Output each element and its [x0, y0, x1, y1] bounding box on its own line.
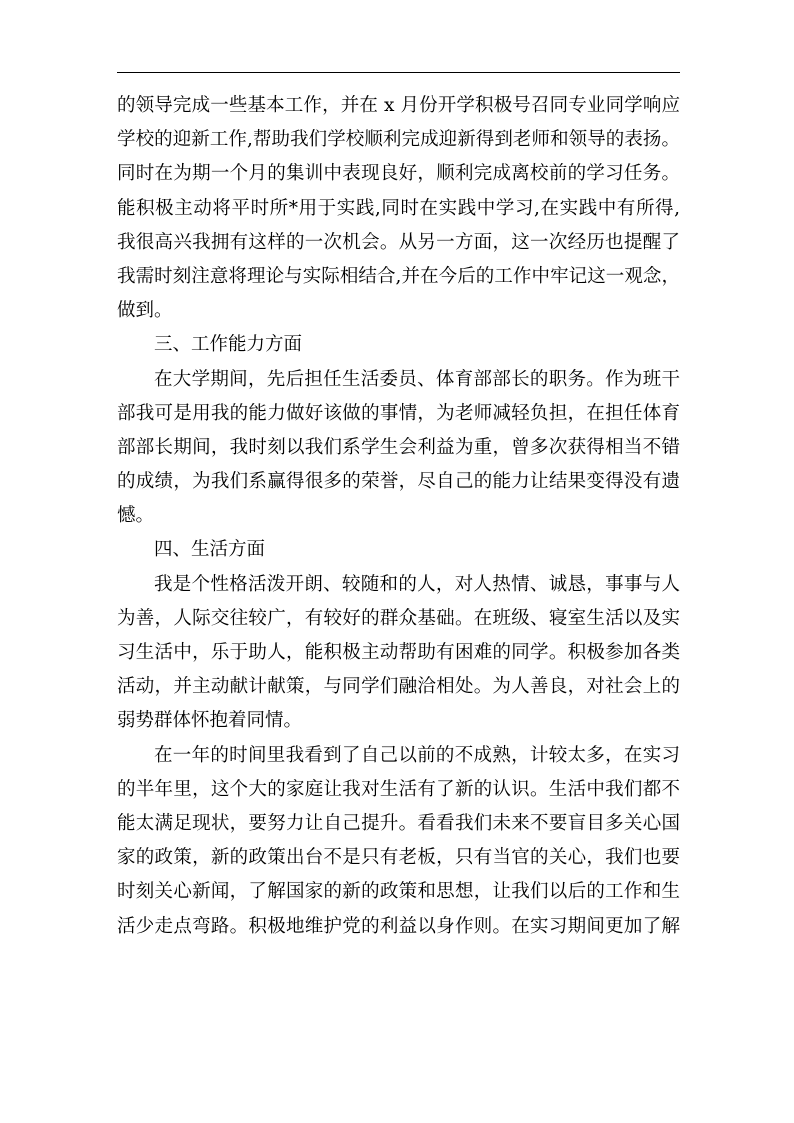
text-line: 家的政策，新的政策出台不是只有老板，只有当官的关心，我们也要	[117, 847, 680, 869]
text-line: 在一年的时间里我看到了自己以前的不成熟，计较太多，在实习	[154, 744, 680, 766]
text-line: 我很高兴我拥有这样的一次机会。从另一方面，这一次经历也提醒了	[117, 231, 680, 253]
text-line: 能太满足现状，要努力让自己提升。看看我们未来不要盲目多关心国	[117, 812, 680, 834]
text-line: 时刻关心新闻，了解国家的新的政策和思想，让我们以后的工作和生	[117, 881, 680, 903]
text-line: 部我可是用我的能力做好该做的事情，为老师减轻负担，在担任体育	[117, 402, 680, 424]
text-line: 做到。	[117, 300, 173, 322]
text-line: 的领导完成一些基本工作，并在 x 月份开学积极号召同专业同学响应	[117, 95, 680, 116]
text-line: 为善，人际交往较广，有较好的群众基础。在班级、寝室生活以及实	[117, 607, 680, 629]
text-line: 活动，并主动献计献策，与同学们融洽相处。为人善良，对社会上的	[117, 676, 680, 698]
text-line: 部部长期间，我时刻以我们系学生会利益为重，曾多次获得相当不错	[117, 436, 680, 458]
document-body	[117, 89, 680, 944]
text-line: 的半年里，这个大的家庭让我对生活有了新的认识。生活中我们都不	[117, 778, 680, 800]
text-line: 学校的迎新工作,帮助我们学校顺利完成迎新得到老师和领导的表扬。	[117, 129, 680, 151]
text-line: 习生活中，乐于助人，能积极主动帮助有困难的同学。积极参加各类	[117, 642, 680, 663]
text-line: 的成绩，为我们系赢得很多的荣誉，尽自己的能力让结果变得没有遗	[117, 471, 680, 493]
text-line: 同时在为期一个月的集训中表现良好，顺利完成离校前的学习任务。	[117, 163, 680, 185]
text-line: 弱势群体怀抱着同情。	[117, 710, 303, 732]
section-heading: 三、工作能力方面	[154, 334, 303, 356]
text-line: 我需时刻注意将理论与实际相结合,并在今后的工作中牢记这一观念，	[117, 265, 680, 287]
section-heading: 四、生活方面	[154, 539, 266, 561]
header-rule	[117, 72, 680, 73]
text-line: 在大学期间，先后担任生活委员、体育部部长的职务。作为班干	[154, 368, 680, 390]
text-line: 活少走点弯路。积极地维护党的利益以身作则。在实习期间更加了解	[117, 915, 680, 937]
text-line: 能积极主动将平时所*用于实践,同时在实践中学习,在实践中有所得,	[117, 197, 680, 219]
text-line: 我是个性格活泼开朗、较随和的人，对人热情、诚恳，事事与人	[154, 573, 680, 595]
text-line: 憾。	[117, 505, 155, 527]
